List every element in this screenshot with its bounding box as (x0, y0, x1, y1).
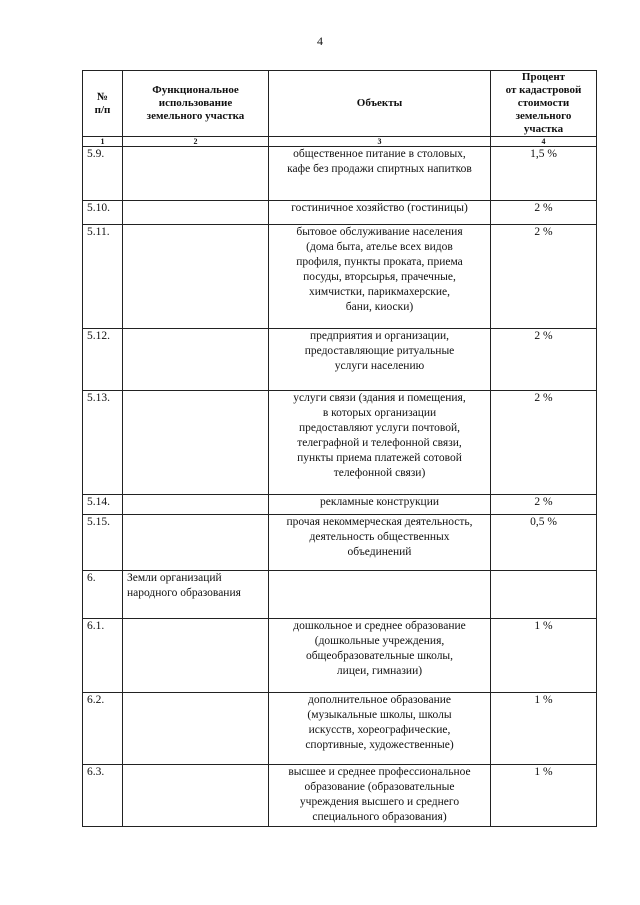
row-number: 5.15. (83, 515, 123, 571)
row-objects: гостиничное хозяйство (гостиницы) (269, 201, 491, 225)
table-row (83, 391, 597, 495)
header-num: № п/п (83, 71, 123, 137)
table-row (83, 619, 597, 693)
row-function (123, 201, 269, 225)
row-objects: рекламные конструкции (269, 495, 491, 515)
row-objects: предприятия и организации, предоставляющие ритуальные услуги населению (269, 329, 491, 391)
row-function (123, 329, 269, 391)
row-percent (491, 571, 597, 619)
row-function (123, 765, 269, 827)
column-index-row (83, 137, 597, 147)
column-index: 2 (123, 137, 269, 147)
table-row (83, 201, 597, 225)
row-function (123, 495, 269, 515)
row-objects: дошкольное и среднее образование (дошкольные учреждения, общеобразовательные школы, лицеи, гимназии) (269, 619, 491, 693)
row-objects: прочая некоммерческая деятельность, деятельность общественных объединений (269, 515, 491, 571)
table-row (83, 329, 597, 391)
table-row (83, 147, 597, 201)
table-row (83, 571, 597, 619)
column-index: 4 (491, 137, 597, 147)
row-number: 5.13. (83, 391, 123, 495)
row-percent: 2 % (491, 391, 597, 495)
table-header-row (83, 71, 597, 137)
row-number: 5.9. (83, 147, 123, 201)
row-number: 6.2. (83, 693, 123, 765)
row-objects (269, 571, 491, 619)
row-number: 5.10. (83, 201, 123, 225)
row-objects: бытовое обслуживание населения (дома быта, ателье всех видов профиля, пункты проката, приема посуды, вторсырья, прачечные, химчистки, парикмахерские, бани, киоски) (269, 225, 491, 329)
row-number: 5.12. (83, 329, 123, 391)
row-function (123, 391, 269, 495)
row-percent: 2 % (491, 225, 597, 329)
row-percent: 0,5 % (491, 515, 597, 571)
table-row (83, 515, 597, 571)
table-row (83, 495, 597, 515)
row-function (123, 147, 269, 201)
row-objects: общественное питание в столовых, кафе без продажи спиртных напитков (269, 147, 491, 201)
table-row (83, 765, 597, 827)
row-function (123, 693, 269, 765)
column-index: 3 (269, 137, 491, 147)
row-percent: 1,5 % (491, 147, 597, 201)
row-function (123, 515, 269, 571)
row-number: 6. (83, 571, 123, 619)
row-function (123, 619, 269, 693)
column-index: 1 (83, 137, 123, 147)
row-percent: 1 % (491, 765, 597, 827)
row-percent: 1 % (491, 693, 597, 765)
row-percent: 2 % (491, 495, 597, 515)
row-function (123, 225, 269, 329)
page-number: 4 (317, 34, 323, 48)
table-row (83, 693, 597, 765)
tax-rate-table (82, 70, 597, 827)
row-number: 5.11. (83, 225, 123, 329)
row-objects: высшее и среднее профессиональное образование (образовательные учреждения высшего и среднего специального образования) (269, 765, 491, 827)
table-row (83, 225, 597, 329)
row-percent: 2 % (491, 329, 597, 391)
header-objects: Объекты (269, 71, 491, 137)
row-function: Земли организаций народного образования (123, 571, 269, 619)
row-percent: 1 % (491, 619, 597, 693)
row-number: 6.3. (83, 765, 123, 827)
row-number: 6.1. (83, 619, 123, 693)
header-percent: Процент от кадастровой стоимости земельного участка (491, 71, 597, 137)
row-objects: дополнительное образование (музыкальные школы, школы искусств, хореографические, спортивные, художественные) (269, 693, 491, 765)
row-number: 5.14. (83, 495, 123, 515)
row-percent: 2 % (491, 201, 597, 225)
row-objects: услуги связи (здания и помещения, в которых организации предоставляют услуги почтовой, телеграфной и телефонной связи, пункты приема платежей сотовой телефонной связи) (269, 391, 491, 495)
header-function: Функциональное использование земельного участка (123, 71, 269, 137)
